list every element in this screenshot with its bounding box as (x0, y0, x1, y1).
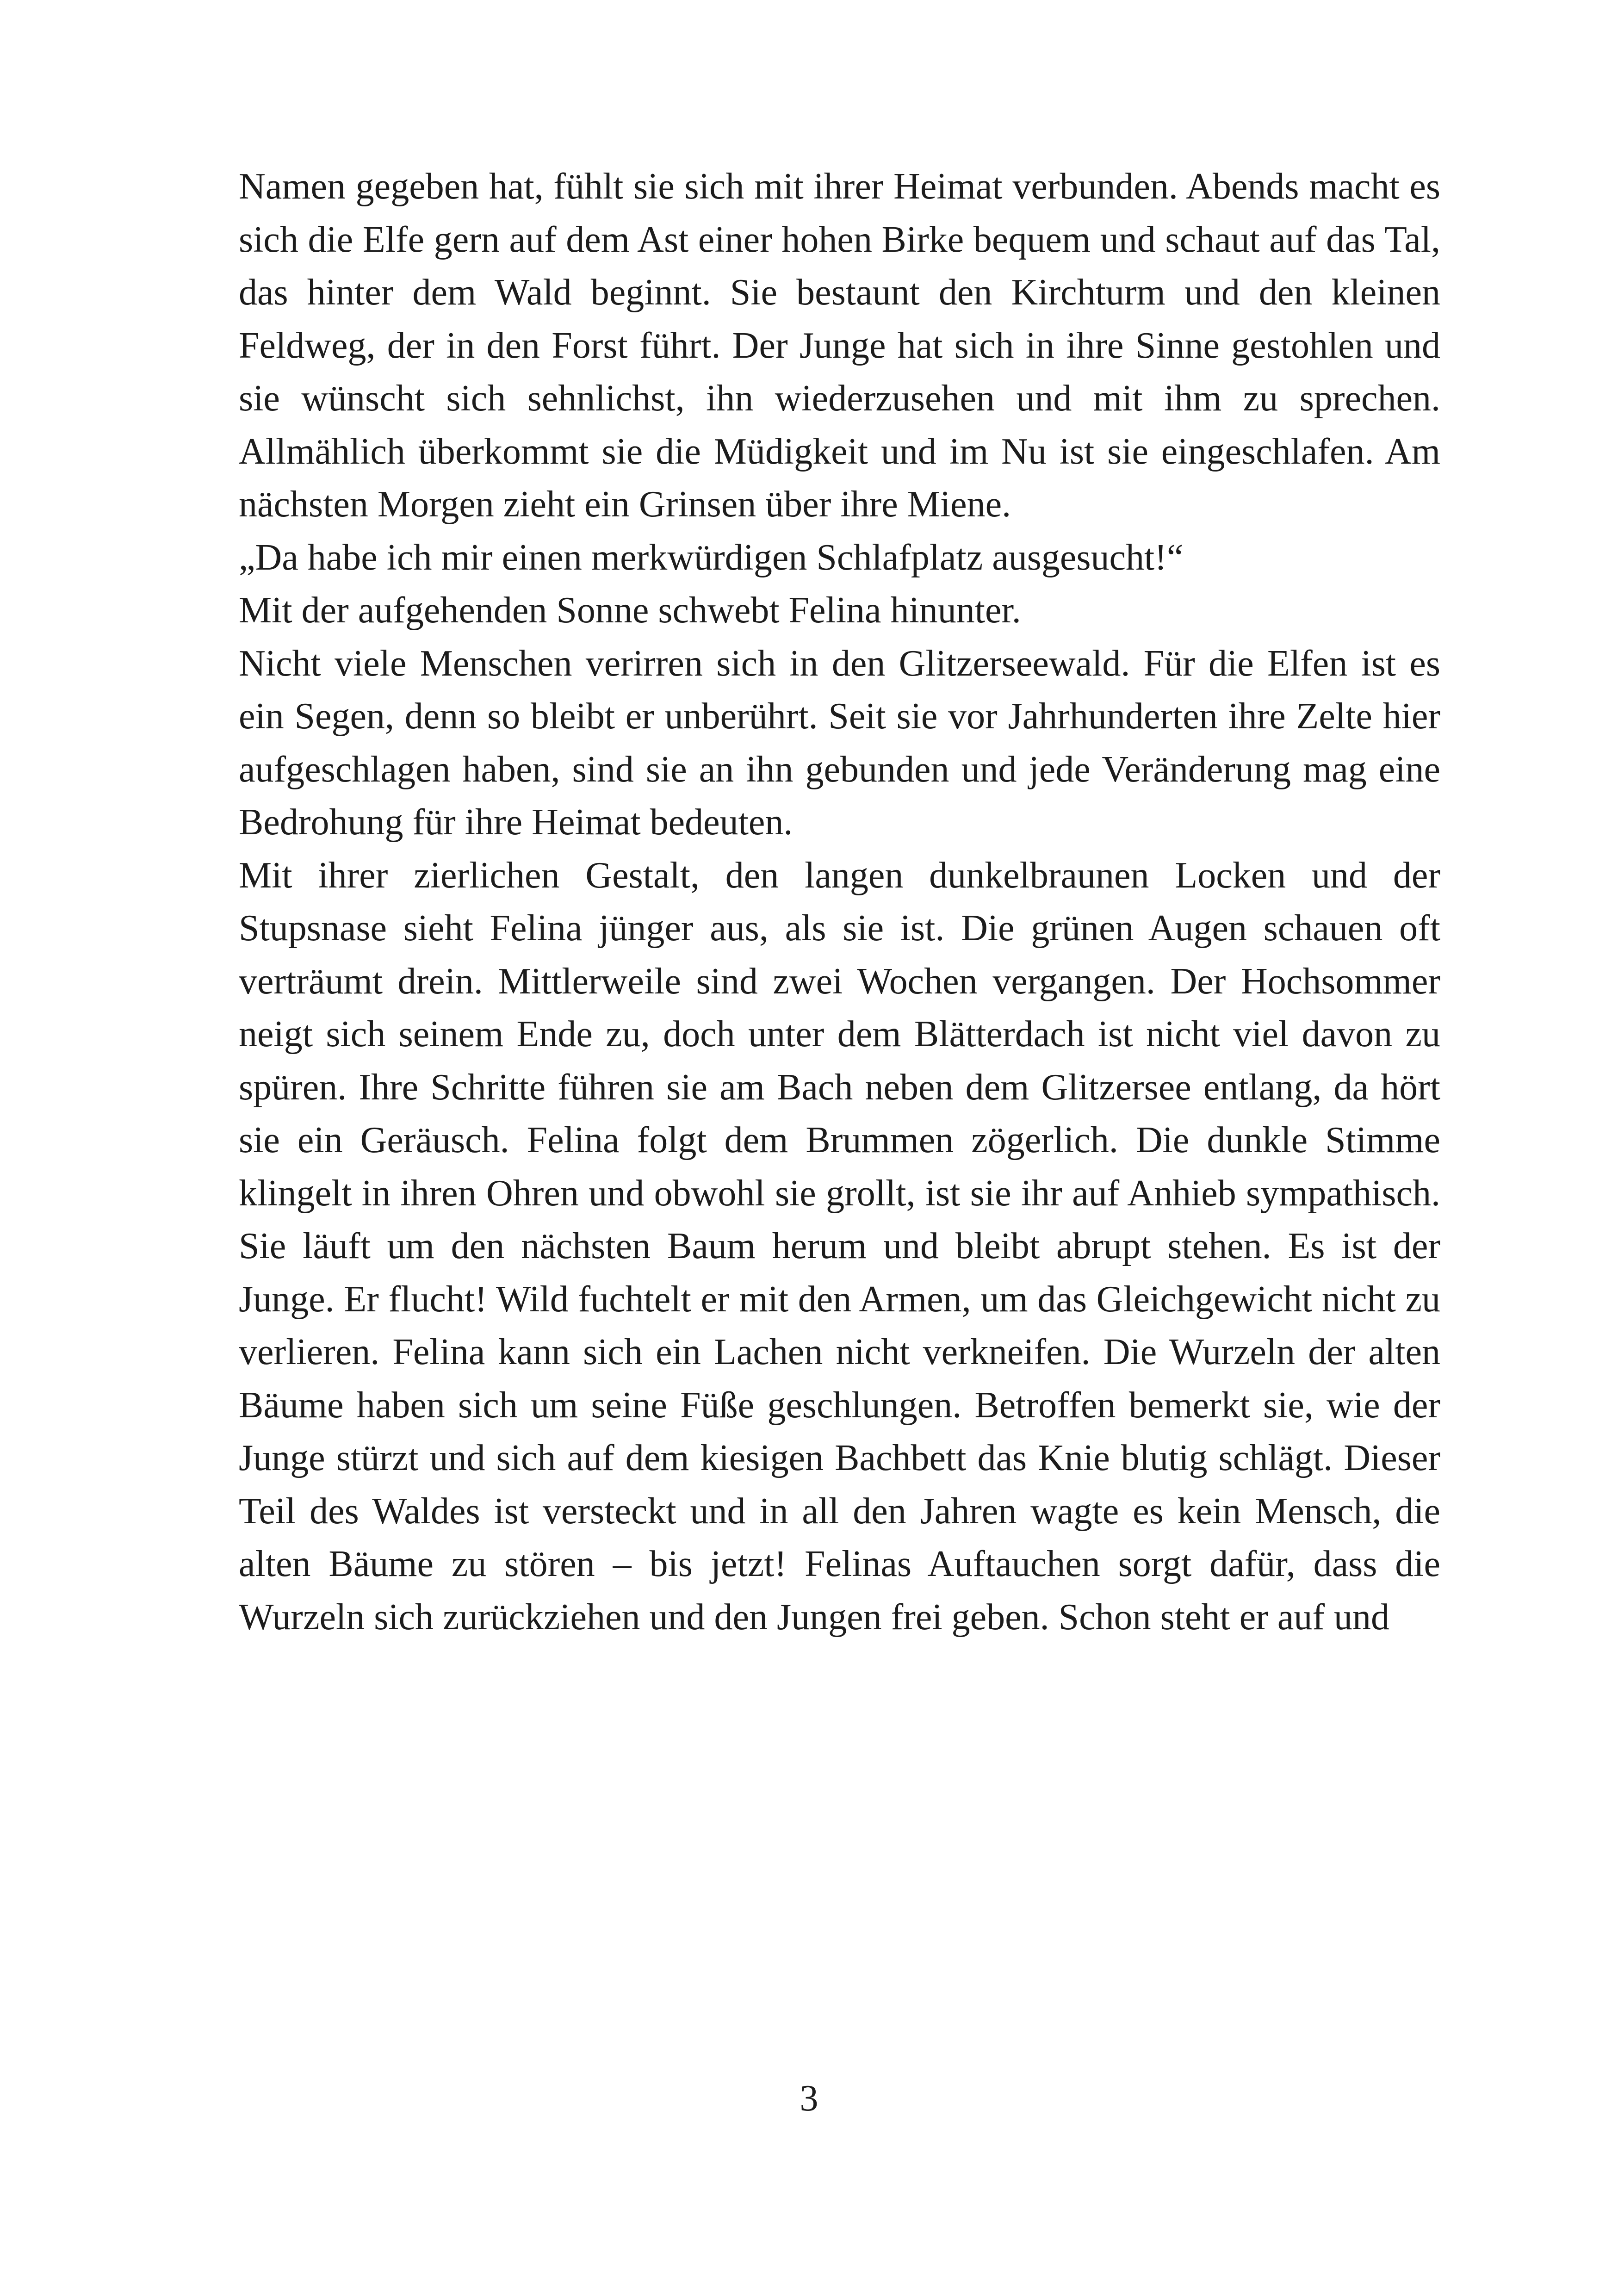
paragraph: Mit der aufgehenden Sonne schwebt Felina hinunter. (239, 590, 1021, 631)
paragraph: Nicht viele Menschen verirren sich in den Glitzerseewald. Für die Elfen ist es ein Segen, denn so bleibt er unberührt. Seit sie vor Jahrhunderten ihre Zelte hier aufgeschlagen haben, sind sie an ihn gebunden und jede Veränderung mag eine Bedrohung für ihre Heimat bedeuten. (239, 643, 1440, 843)
paragraph: Mit ihrer zierlichen Gestalt, den langen dunkelbraunen Locken und der Stupsnase sieht Felina jünger aus, als sie ist. Die grünen Augen schauen oft verträumt drein. Mittlerweile sind zwei Wochen vergangen. Der Hochsommer neigt sich seinem Ende zu, doch unter dem Blätterdach ist nicht viel davon zu spüren. Ihre Schritte führen sie am Bach neben dem Glitzersee entlang, da hört sie ein Geräusch. Felina folgt dem Brummen zögerlich. Die dunkle Stimme klingelt in ihren Ohren und obwohl sie grollt, ist sie ihr auf Anhieb sympathisch. Sie läuft um den nächsten Baum herum und bleibt abrupt stehen. Es ist der Junge. Er flucht! Wild fuchtelt er mit den Armen, um das Gleichgewicht nicht zu verlieren. Felina kann sich ein Lachen nicht verkneifen. Die Wurzeln der alten Bäume haben sich um seine Füße geschlungen. Betroffen bemerkt sie, wie der Junge stürzt und sich auf dem kiesigen Bachbett das Knie blutig schlägt. Dieser Teil des Waldes ist versteckt und in all den Jahren wagte es kein Mensch, die alten Bäume zu stören – bis jetzt! Felinas Auftauchen sorgt dafür, dass die Wurzeln sich zurückziehen und den Jungen frei geben. Schon steht er auf und (239, 855, 1440, 1638)
page-number: 3 (800, 2078, 818, 2119)
paragraph: Namen gegeben hat, fühlt sie sich mit ihrer Heimat verbunden. Abends macht es sich die Elfe gern auf dem Ast einer hohen Birke bequem und schaut auf das Tal, das hinter dem Wald beginnt. Sie bestaunt den Kirchturm und den kleinen Feldweg, der in den Forst führt. Der Junge hat sich in ihre Sinne gestohlen und sie wünscht sich sehnlichst, ihn wiederzusehen und mit ihm zu sprechen. Allmählich überkommt sie die Müdigkeit und im Nu ist sie eingeschlafen. Am nächsten Morgen zieht ein Grinsen über ihre Miene. (239, 166, 1440, 525)
body-text (239, 160, 1440, 1644)
paragraph: „Da habe ich mir einen merkwürdigen Schlafplatz ausgesucht!“ (239, 537, 1184, 578)
